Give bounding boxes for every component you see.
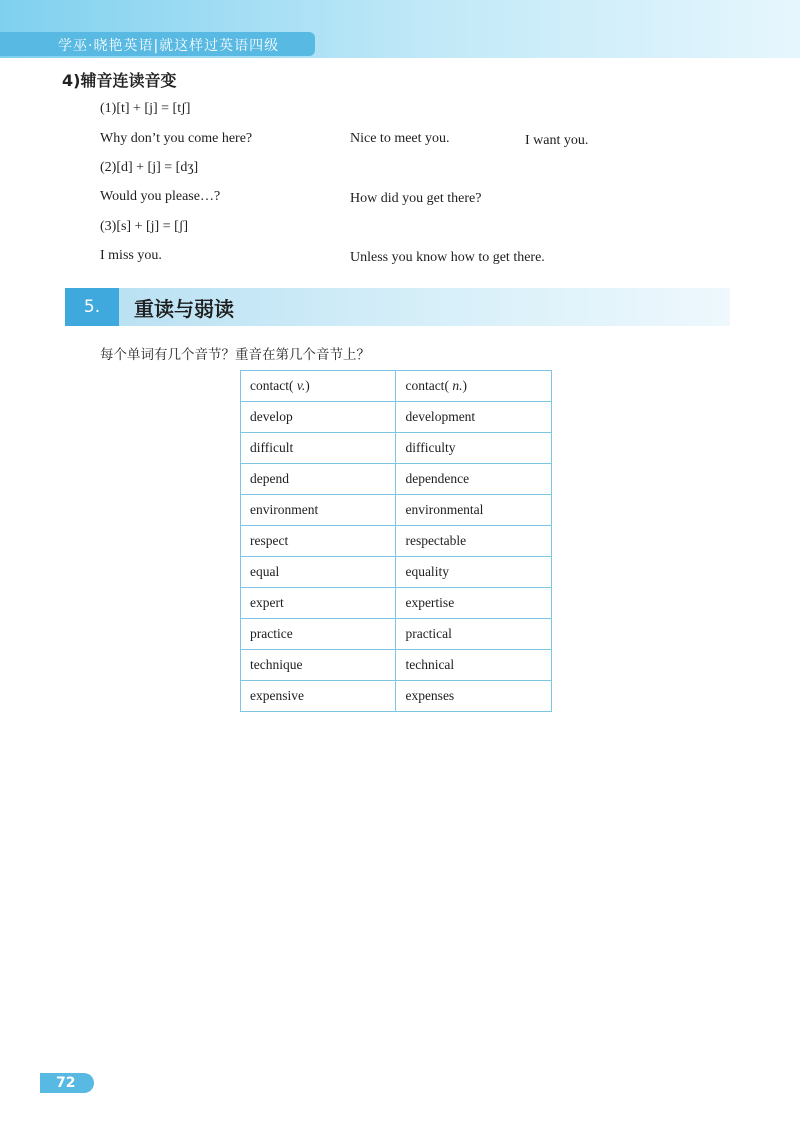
example-sentence: Would you please…?: [100, 189, 221, 204]
header-cell-noun: contact( n.): [396, 371, 552, 402]
word-cell: depend: [241, 464, 396, 495]
question: 每个单词有几个音节？重音在第几个音节上？: [100, 347, 370, 363]
header-title: 学巫·晓艳英语|就这样过英语四级: [58, 38, 280, 54]
rule-formula: (2)[d] + [j] = [dʒ]: [100, 160, 199, 175]
word-cell: equal: [241, 557, 396, 588]
word-cell: environment: [241, 495, 396, 526]
word-cell: expert: [241, 588, 396, 619]
word-cell: difficulty: [396, 433, 552, 464]
subheading: 4)辅音连读音变: [62, 71, 177, 90]
table-header-row: [241, 371, 552, 402]
section-number-badge: [65, 288, 119, 326]
section-title: 重读与弱读: [134, 297, 234, 321]
word-cell: respectable: [396, 526, 552, 557]
example-sentence: I miss you.: [100, 248, 162, 263]
table-row: [241, 526, 552, 557]
example-sentence: Unless you know how to get there.: [350, 250, 545, 265]
example-sentence: Nice to meet you.: [350, 131, 450, 146]
word-cell: expensive: [241, 681, 396, 712]
table-row: [241, 619, 552, 650]
word-cell: respect: [241, 526, 396, 557]
word-cell: practical: [396, 619, 552, 650]
example-sentence: How did you get there?: [350, 191, 482, 206]
example-sentence: Why don’t you come here?: [100, 131, 253, 146]
word-cell: expertise: [396, 588, 552, 619]
word-cell: equality: [396, 557, 552, 588]
table-row: [241, 402, 552, 433]
table-row: [241, 464, 552, 495]
word-cell: expenses: [396, 681, 552, 712]
page-number: 72: [56, 1075, 76, 1091]
word-cell: technique: [241, 650, 396, 681]
word-cell: development: [396, 402, 552, 433]
rule-formula: (3)[s] + [j] = [ʃ]: [100, 219, 189, 234]
section-number: 5.: [83, 297, 101, 317]
word-cell: difficult: [241, 433, 396, 464]
header-cell-verb: contact( v.): [241, 371, 396, 402]
word-cell: dependence: [396, 464, 552, 495]
rule-formula: (1)[t] + [j] = [tʃ]: [100, 101, 191, 116]
word-cell: technical: [396, 650, 552, 681]
table-row: [241, 433, 552, 464]
table-row: [241, 650, 552, 681]
example-sentence: I want you.: [525, 133, 589, 148]
word-table: [240, 370, 552, 712]
word-cell: develop: [241, 402, 396, 433]
word-cell: practice: [241, 619, 396, 650]
table-row: [241, 495, 552, 526]
table-row: [241, 681, 552, 712]
table-row: [241, 557, 552, 588]
word-cell: environmental: [396, 495, 552, 526]
table-row: [241, 588, 552, 619]
